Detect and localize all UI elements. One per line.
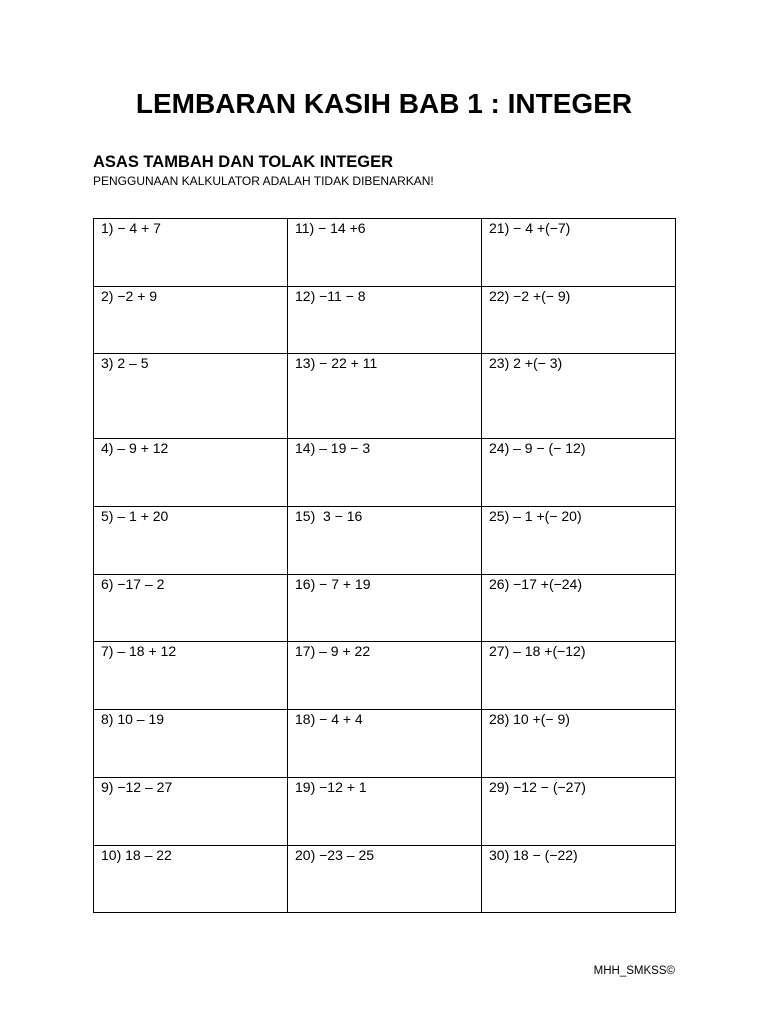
table-row	[94, 710, 676, 778]
question-cell: 17) – 9 + 22	[288, 642, 482, 710]
question-cell: 2) −2 + 9	[94, 287, 288, 354]
question-cell: 30) 18 − (−22)	[482, 846, 676, 913]
table-row	[94, 507, 676, 575]
table-row	[94, 219, 676, 287]
author-credit: MHH_SMKSS©	[593, 965, 675, 977]
question-cell: 27) – 18 +(−12)	[482, 642, 676, 710]
table-row	[94, 846, 676, 913]
question-cell: 9) −12 – 27	[94, 778, 288, 846]
question-cell: 19) −12 + 1	[288, 778, 482, 846]
question-cell: 16) − 7 + 19	[288, 575, 482, 642]
table-row	[94, 287, 676, 354]
table-row	[94, 575, 676, 642]
table-row	[94, 778, 676, 846]
question-cell: 29) −12 − (−27)	[482, 778, 676, 846]
section-heading: ASAS TAMBAH DAN TOLAK INTEGER	[93, 153, 394, 171]
table-row	[94, 642, 676, 710]
question-cell: 28) 10 +(− 9)	[482, 710, 676, 778]
question-cell: 8) 10 – 19	[94, 710, 288, 778]
question-cell: 23) 2 +(− 3)	[482, 354, 676, 439]
calculator-warning: PENGGUNAAN KALKULATOR ADALAH TIDAK DIBENARKAN!	[93, 174, 434, 188]
question-cell: 1) − 4 + 7	[94, 219, 288, 287]
question-cell: 26) −17 +(−24)	[482, 575, 676, 642]
question-cell: 15) 3 − 16	[288, 507, 482, 575]
page-title: LEMBARAN KASIH BAB 1 : INTEGER	[135, 88, 633, 119]
question-cell: 24) – 9 − (− 12)	[482, 439, 676, 507]
question-cell: 5) – 1 + 20	[94, 507, 288, 575]
table-row	[94, 439, 676, 507]
question-cell: 10) 18 – 22	[94, 846, 288, 913]
question-cell: 18) − 4 + 4	[288, 710, 482, 778]
question-cell: 20) −23 – 25	[288, 846, 482, 913]
question-cell: 6) −17 – 2	[94, 575, 288, 642]
question-cell: 14) – 19 − 3	[288, 439, 482, 507]
question-cell: 13) − 22 + 11	[288, 354, 482, 439]
question-cell: 4) – 9 + 12	[94, 439, 288, 507]
question-cell: 25) – 1 +(− 20)	[482, 507, 676, 575]
question-cell: 22) −2 +(− 9)	[482, 287, 676, 354]
question-table	[93, 218, 676, 913]
question-cell: 21) − 4 +(−7)	[482, 219, 676, 287]
question-cell: 11) − 14 +6	[288, 219, 482, 287]
table-row	[94, 354, 676, 439]
question-cell: 12) −11 − 8	[288, 287, 482, 354]
question-cell: 3) 2 – 5	[94, 354, 288, 439]
question-cell: 7) – 18 + 12	[94, 642, 288, 710]
